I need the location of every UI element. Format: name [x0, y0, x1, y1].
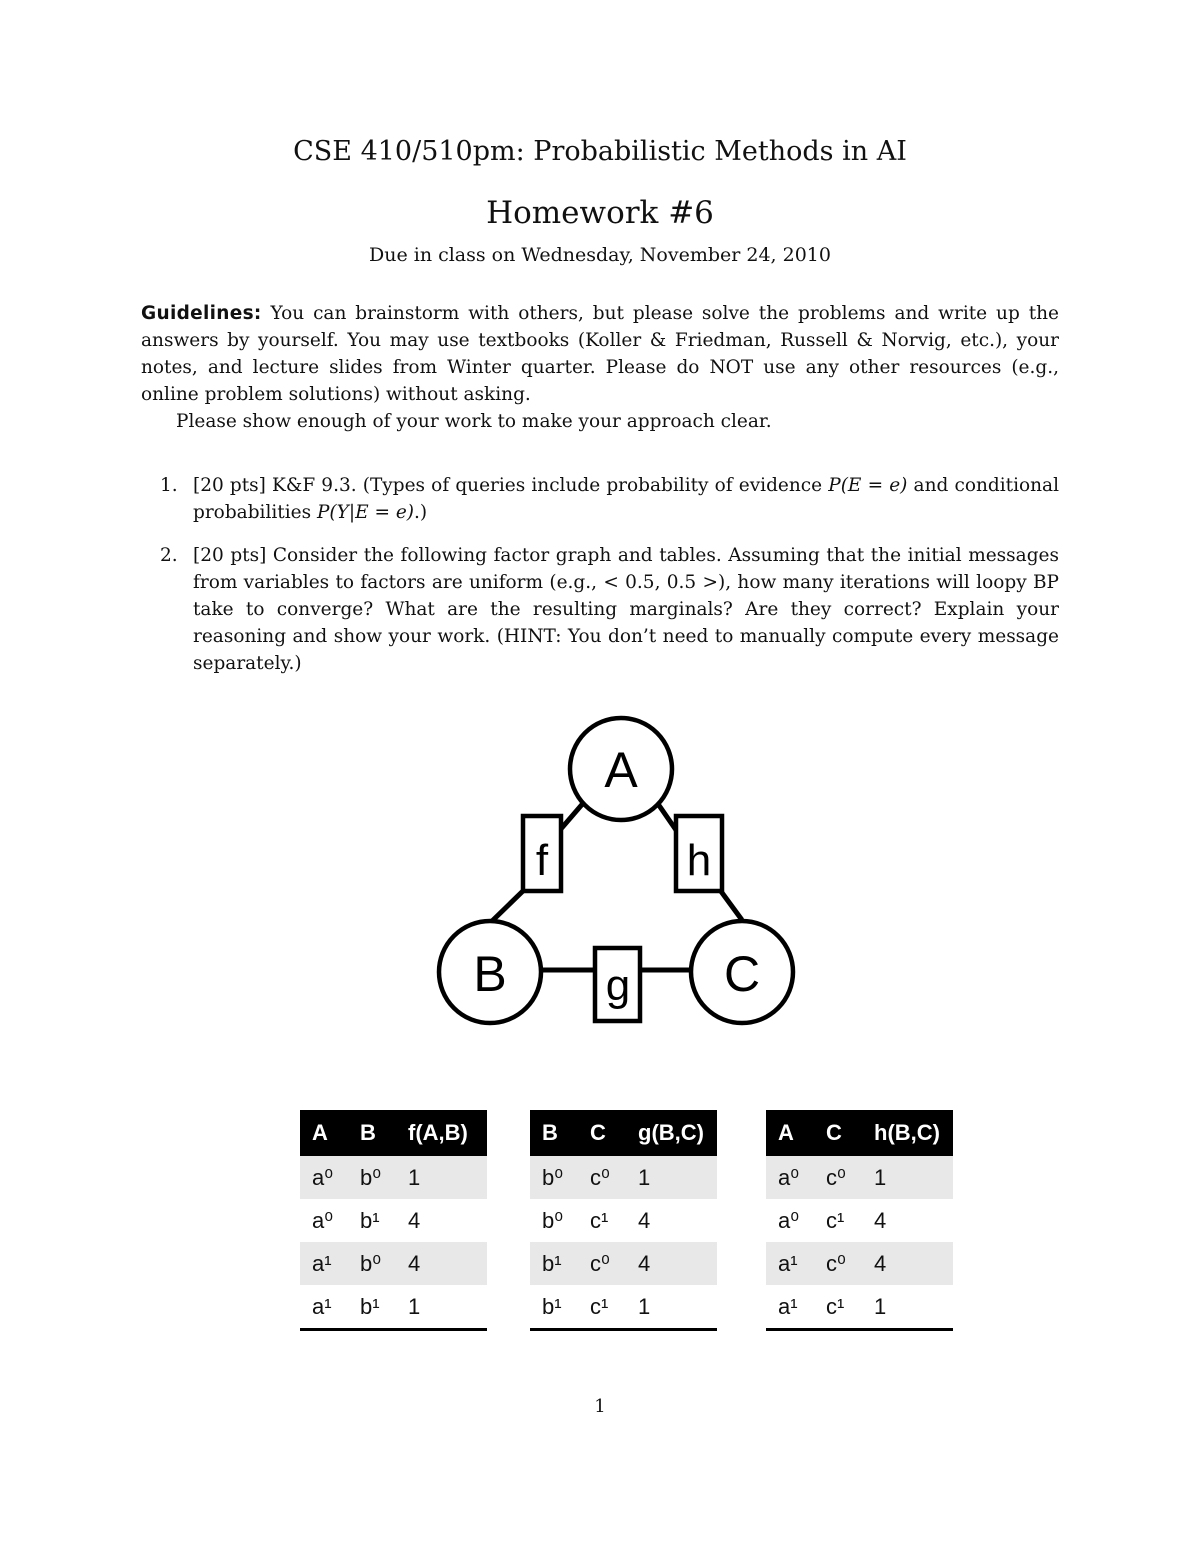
table-cell: a¹ [312, 1250, 332, 1276]
column-header: B [542, 1120, 558, 1145]
problem-text: and conditional probabilities [193, 475, 1059, 523]
factor-graph [430, 705, 800, 1035]
guidelines-paragraph [141, 300, 1059, 408]
table-row [530, 1285, 717, 1328]
edge-h-c [720, 890, 742, 920]
column-header: B [360, 1120, 376, 1145]
factor-label-h: h [686, 836, 712, 885]
factor-label-f: f [535, 836, 549, 885]
table-row [530, 1199, 717, 1242]
table-cell: b¹ [360, 1293, 380, 1319]
table-row [766, 1199, 953, 1242]
math-expression: P(Y|E = e) [316, 502, 415, 523]
table-row [300, 1199, 487, 1242]
table-cell: 1 [408, 1293, 421, 1319]
due-date: Due in class on Wednesday, November 24, 2010 [368, 244, 831, 266]
table-cell: a¹ [312, 1293, 332, 1319]
column-header: C [590, 1120, 606, 1145]
table-cell: c¹ [590, 1293, 609, 1319]
table-cell: b¹ [360, 1207, 380, 1233]
table-cell: 1 [638, 1164, 651, 1190]
problem-2 [160, 542, 1059, 677]
table-cell: c⁰ [826, 1164, 846, 1190]
table-row [530, 1156, 717, 1199]
table-cell: 1 [638, 1293, 651, 1319]
table-cell: b⁰ [360, 1250, 382, 1276]
edge-f-b [490, 890, 524, 923]
table-row [300, 1156, 487, 1199]
table-row [766, 1156, 953, 1199]
table-cell: a¹ [778, 1293, 798, 1319]
table-cell: c⁰ [826, 1250, 846, 1276]
math-expression: P(E = e) [828, 475, 908, 496]
table-cell: a⁰ [778, 1207, 800, 1233]
column-header: A [778, 1120, 794, 1145]
table-cell: b¹ [542, 1293, 562, 1319]
course-title: CSE 410/510pm: Probabilistic Methods in AI [293, 136, 907, 167]
table-row [766, 1285, 953, 1328]
problem-1 [160, 472, 1059, 526]
table-header [766, 1110, 953, 1156]
factor-table-g [530, 1110, 717, 1331]
table-cell: 1 [408, 1164, 421, 1190]
table-cell: b⁰ [360, 1164, 382, 1190]
problem-number: 2. [160, 545, 178, 566]
variable-label-b: B [473, 946, 507, 1002]
column-header: h(B,C) [874, 1120, 940, 1145]
table-header [300, 1110, 487, 1156]
problem-body: [20 pts] Consider the following factor graph and tables. Assuming that the initial messages from variables to factors are uniform (e.g., < 0.5, 0.5 >), how many iterations will loopy BP take to converge? What are the resulting marginals? Are they correct? Explain your reasoning and show your work. (HINT: You don’t need to manually compute every message separately.) [193, 545, 1059, 674]
table-cell: 4 [874, 1250, 887, 1276]
problem-number: 1. [160, 475, 178, 496]
problem-body [193, 472, 1059, 526]
table-cell: c¹ [826, 1293, 845, 1319]
table-bottom-rule [766, 1328, 953, 1331]
table-header [530, 1110, 717, 1156]
factor-label-g: g [605, 961, 631, 1010]
guidelines-note: Please show enough of your work to make your approach clear. [176, 411, 772, 432]
table-cell: 1 [874, 1293, 887, 1319]
table-cell: c¹ [826, 1207, 845, 1233]
table-cell: b⁰ [542, 1164, 564, 1190]
table-bottom-rule [530, 1328, 717, 1331]
guidelines-text: You can brainstorm with others, but please solve the problems and write up the answers by yourself. You may use textbooks (Koller & Friedman, Russell & Norvig, etc.), your notes, and lecture slides from Winter quarter. Please do NOT use any other resources (e.g., online problem solutions) without asking. [141, 303, 1059, 405]
variable-label-c: C [723, 946, 761, 1002]
problem-text: .) [414, 502, 428, 523]
problem-text: [20 pts] K&F 9.3. (Types of queries include probability of evidence [193, 475, 829, 496]
homework-title: Homework #6 [486, 195, 714, 231]
table-cell: 4 [408, 1207, 421, 1233]
table-cell: a⁰ [312, 1164, 334, 1190]
table-cell: 4 [874, 1207, 887, 1233]
table-cell: c⁰ [590, 1164, 610, 1190]
table-row [766, 1242, 953, 1285]
table-cell: c⁰ [590, 1250, 610, 1276]
column-header: C [826, 1120, 842, 1145]
table-row [530, 1242, 717, 1285]
table-row [300, 1285, 487, 1328]
table-cell: b⁰ [542, 1207, 564, 1233]
factor-table-f [300, 1110, 487, 1331]
guidelines-label: Guidelines: [141, 303, 262, 324]
table-bottom-rule [300, 1328, 487, 1331]
edge-a-f [560, 801, 585, 830]
column-header: g(B,C) [638, 1120, 704, 1145]
table-cell: a⁰ [312, 1207, 334, 1233]
column-header: A [312, 1120, 328, 1145]
table-cell: 4 [638, 1250, 651, 1276]
variable-label-a: A [604, 742, 638, 798]
table-cell: b¹ [542, 1250, 562, 1276]
factor-table-h [766, 1110, 953, 1331]
table-cell: 4 [638, 1207, 651, 1233]
table-row [300, 1242, 487, 1285]
column-header: f(A,B) [408, 1120, 468, 1145]
table-cell: c¹ [590, 1207, 609, 1233]
table-cell: 1 [874, 1164, 887, 1190]
table-cell: a⁰ [778, 1164, 800, 1190]
page-number: 1 [594, 1396, 606, 1417]
table-cell: a¹ [778, 1250, 798, 1276]
table-cell: 4 [408, 1250, 421, 1276]
